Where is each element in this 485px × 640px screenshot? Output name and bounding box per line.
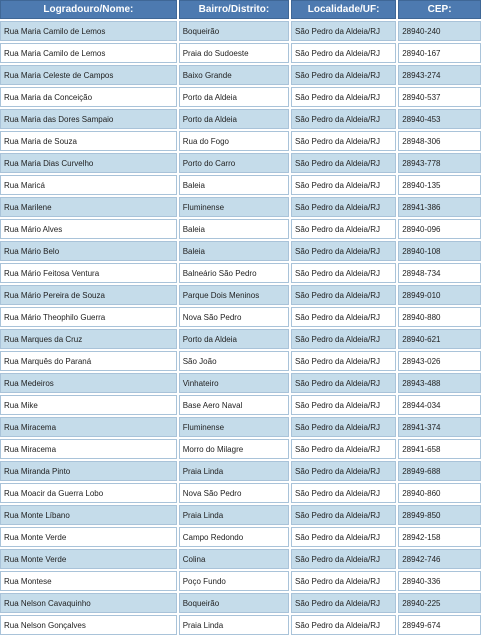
cell-bairro: Praia Linda [179, 505, 289, 525]
cell-logradouro: Rua Medeiros [0, 373, 177, 393]
cell-bairro: Baleia [179, 241, 289, 261]
cell-logradouro: Rua Marquês do Paraná [0, 351, 177, 371]
table-row [0, 153, 481, 173]
header-cep: CEP: [398, 0, 481, 19]
header-logradouro: Logradouro/Nome: [0, 0, 177, 19]
cell-localidade: São Pedro da Aldeia/RJ [291, 219, 396, 239]
cell-localidade: São Pedro da Aldeia/RJ [291, 43, 396, 63]
table-row [0, 43, 481, 63]
cell-localidade: São Pedro da Aldeia/RJ [291, 131, 396, 151]
cell-cep: 28940-240 [398, 21, 481, 41]
table-row [0, 373, 481, 393]
table-row [0, 615, 481, 635]
cell-logradouro: Rua Miracema [0, 439, 177, 459]
table-row [0, 307, 481, 327]
cell-cep: 28942-746 [398, 549, 481, 569]
cell-logradouro: Rua Maria da Conceição [0, 87, 177, 107]
cell-localidade: São Pedro da Aldeia/RJ [291, 109, 396, 129]
cell-bairro: Fluminense [179, 417, 289, 437]
cell-bairro: Balneário São Pedro [179, 263, 289, 283]
table-row [0, 109, 481, 129]
cell-cep: 28949-674 [398, 615, 481, 635]
cell-bairro: Porto da Aldeia [179, 329, 289, 349]
table-row [0, 21, 481, 41]
cell-localidade: São Pedro da Aldeia/RJ [291, 527, 396, 547]
cell-bairro: São João [179, 351, 289, 371]
table-row [0, 461, 481, 481]
cell-logradouro: Rua Monte Verde [0, 549, 177, 569]
cell-localidade: São Pedro da Aldeia/RJ [291, 505, 396, 525]
cell-localidade: São Pedro da Aldeia/RJ [291, 461, 396, 481]
table-row [0, 175, 481, 195]
cell-logradouro: Rua Nelson Cavaquinho [0, 593, 177, 613]
cell-bairro: Morro do Milagre [179, 439, 289, 459]
table-row [0, 263, 481, 283]
cell-bairro: Praia Linda [179, 615, 289, 635]
cell-logradouro: Rua Maria Celeste de Campos [0, 65, 177, 85]
cell-logradouro: Rua Miranda Pinto [0, 461, 177, 481]
cell-logradouro: Rua Nelson Gonçalves [0, 615, 177, 635]
header-bairro: Bairro/Distrito: [179, 0, 289, 19]
cell-logradouro: Rua Monte Líbano [0, 505, 177, 525]
cell-cep: 28943-026 [398, 351, 481, 371]
cell-cep: 28940-135 [398, 175, 481, 195]
cell-logradouro: Rua Maricá [0, 175, 177, 195]
cell-bairro: Baleia [179, 175, 289, 195]
cell-localidade: São Pedro da Aldeia/RJ [291, 549, 396, 569]
cell-bairro: Praia Linda [179, 461, 289, 481]
cell-localidade: São Pedro da Aldeia/RJ [291, 263, 396, 283]
cell-localidade: São Pedro da Aldeia/RJ [291, 615, 396, 635]
cell-cep: 28943-488 [398, 373, 481, 393]
table-row [0, 395, 481, 415]
cell-cep: 28941-386 [398, 197, 481, 217]
cell-bairro: Rua do Fogo [179, 131, 289, 151]
cell-localidade: São Pedro da Aldeia/RJ [291, 329, 396, 349]
cell-cep: 28943-778 [398, 153, 481, 173]
cell-cep: 28948-306 [398, 131, 481, 151]
table-row [0, 527, 481, 547]
table-row [0, 285, 481, 305]
cell-bairro: Base Aero Naval [179, 395, 289, 415]
header-row [0, 0, 481, 19]
table-row [0, 219, 481, 239]
cell-cep: 28949-850 [398, 505, 481, 525]
cell-cep: 28941-374 [398, 417, 481, 437]
cell-localidade: São Pedro da Aldeia/RJ [291, 285, 396, 305]
cell-localidade: São Pedro da Aldeia/RJ [291, 351, 396, 371]
cell-cep: 28940-336 [398, 571, 481, 591]
cell-cep: 28949-010 [398, 285, 481, 305]
cell-localidade: São Pedro da Aldeia/RJ [291, 373, 396, 393]
cell-localidade: São Pedro da Aldeia/RJ [291, 571, 396, 591]
cell-logradouro: Rua Moacir da Guerra Lobo [0, 483, 177, 503]
cell-localidade: São Pedro da Aldeia/RJ [291, 175, 396, 195]
cell-cep: 28942-158 [398, 527, 481, 547]
cell-localidade: São Pedro da Aldeia/RJ [291, 307, 396, 327]
cell-cep: 28940-537 [398, 87, 481, 107]
cell-cep: 28940-860 [398, 483, 481, 503]
table-row [0, 351, 481, 371]
cell-bairro: Porto da Aldeia [179, 87, 289, 107]
cell-logradouro: Rua Mário Theophilo Guerra [0, 307, 177, 327]
cell-localidade: São Pedro da Aldeia/RJ [291, 65, 396, 85]
cell-logradouro: Rua Mike [0, 395, 177, 415]
cell-bairro: Parque Dois Meninos [179, 285, 289, 305]
cell-cep: 28944-034 [398, 395, 481, 415]
cell-logradouro: Rua Miracema [0, 417, 177, 437]
cell-bairro: Boqueirão [179, 21, 289, 41]
table-row [0, 571, 481, 591]
cell-bairro: Baleia [179, 219, 289, 239]
table-row [0, 593, 481, 613]
table-body [0, 21, 481, 635]
cell-bairro: Fluminense [179, 197, 289, 217]
cell-localidade: São Pedro da Aldeia/RJ [291, 417, 396, 437]
table-row [0, 65, 481, 85]
table-header [0, 0, 481, 19]
cell-localidade: São Pedro da Aldeia/RJ [291, 21, 396, 41]
cell-bairro: Campo Redondo [179, 527, 289, 547]
cell-cep: 28943-274 [398, 65, 481, 85]
cell-logradouro: Rua Maria das Dores Sampaio [0, 109, 177, 129]
cell-localidade: São Pedro da Aldeia/RJ [291, 439, 396, 459]
cell-logradouro: Rua Maria Camilo de Lemos [0, 21, 177, 41]
cell-bairro: Porto da Aldeia [179, 109, 289, 129]
table-row [0, 505, 481, 525]
cell-localidade: São Pedro da Aldeia/RJ [291, 395, 396, 415]
cell-localidade: São Pedro da Aldeia/RJ [291, 483, 396, 503]
table-row [0, 417, 481, 437]
header-localidade: Localidade/UF: [291, 0, 396, 19]
cell-localidade: São Pedro da Aldeia/RJ [291, 87, 396, 107]
cell-logradouro: Rua Mário Feitosa Ventura [0, 263, 177, 283]
cell-cep: 28941-658 [398, 439, 481, 459]
table-row [0, 241, 481, 261]
table-row [0, 549, 481, 569]
cell-logradouro: Rua Maria Dias Curvelho [0, 153, 177, 173]
cell-localidade: São Pedro da Aldeia/RJ [291, 593, 396, 613]
cell-cep: 28940-167 [398, 43, 481, 63]
cell-logradouro: Rua Marilene [0, 197, 177, 217]
cell-bairro: Poço Fundo [179, 571, 289, 591]
cell-localidade: São Pedro da Aldeia/RJ [291, 153, 396, 173]
table-row [0, 197, 481, 217]
cell-bairro: Baixo Grande [179, 65, 289, 85]
table-row [0, 87, 481, 107]
cell-bairro: Praia do Sudoeste [179, 43, 289, 63]
cell-bairro: Nova São Pedro [179, 483, 289, 503]
cell-bairro: Porto do Carro [179, 153, 289, 173]
cell-cep: 28949-688 [398, 461, 481, 481]
cell-logradouro: Rua Montese [0, 571, 177, 591]
table-row [0, 329, 481, 349]
cell-cep: 28940-453 [398, 109, 481, 129]
cell-logradouro: Rua Mário Belo [0, 241, 177, 261]
cell-cep: 28948-734 [398, 263, 481, 283]
cell-logradouro: Rua Maria de Souza [0, 131, 177, 151]
cell-cep: 28940-880 [398, 307, 481, 327]
cell-cep: 28940-225 [398, 593, 481, 613]
cell-cep: 28940-096 [398, 219, 481, 239]
cell-localidade: São Pedro da Aldeia/RJ [291, 241, 396, 261]
cell-logradouro: Rua Mário Alves [0, 219, 177, 239]
table-row [0, 483, 481, 503]
cell-bairro: Nova São Pedro [179, 307, 289, 327]
cell-bairro: Colina [179, 549, 289, 569]
cell-cep: 28940-621 [398, 329, 481, 349]
cell-logradouro: Rua Marques da Cruz [0, 329, 177, 349]
cell-localidade: São Pedro da Aldeia/RJ [291, 197, 396, 217]
cell-logradouro: Rua Monte Verde [0, 527, 177, 547]
cell-cep: 28940-108 [398, 241, 481, 261]
cell-logradouro: Rua Mário Pereira de Souza [0, 285, 177, 305]
cell-logradouro: Rua Maria Camilo de Lemos [0, 43, 177, 63]
table-row [0, 131, 481, 151]
cell-bairro: Boqueirão [179, 593, 289, 613]
cell-bairro: Vinhateiro [179, 373, 289, 393]
table-row [0, 439, 481, 459]
